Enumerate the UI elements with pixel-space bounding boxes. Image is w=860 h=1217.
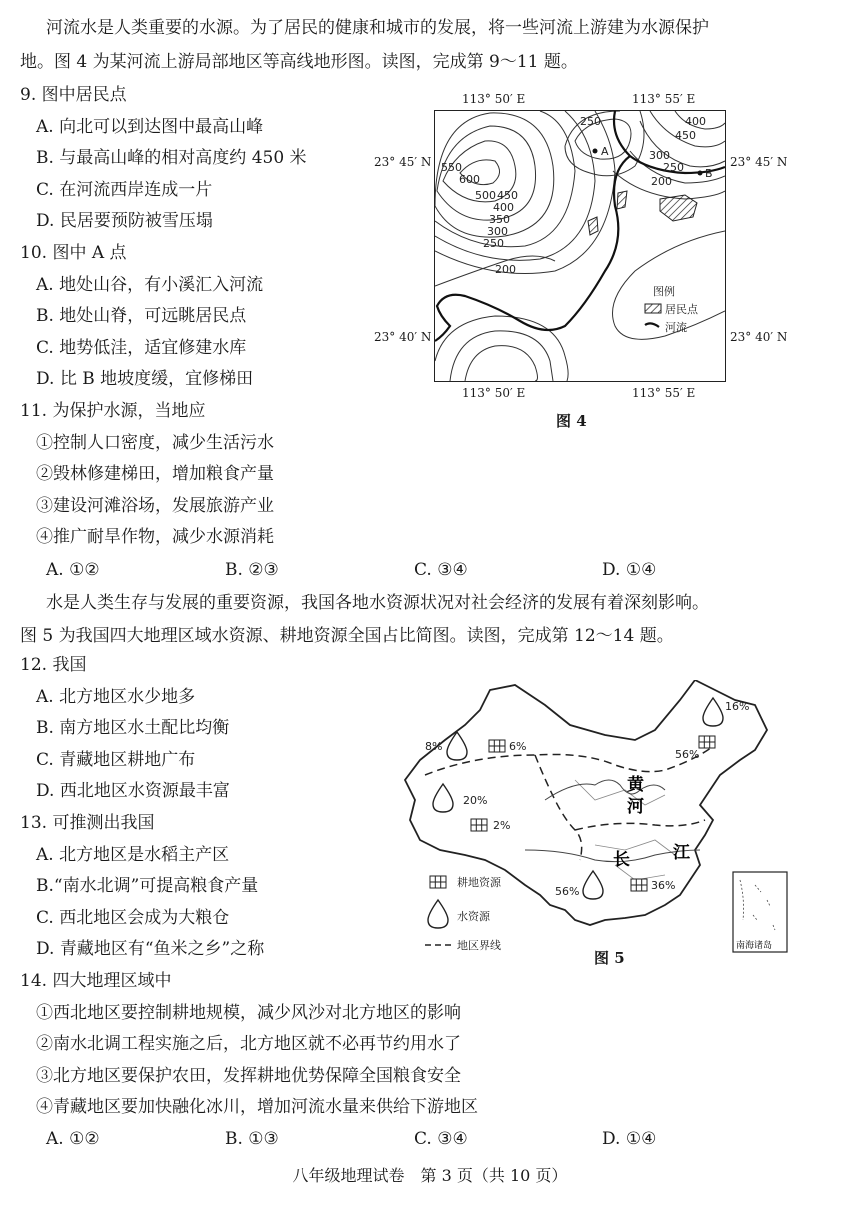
q10-stem: 10. 图中 A 点 — [20, 243, 127, 263]
contour-line — [435, 316, 568, 381]
q10-option-a: A. 地处山谷，有小溪汇入河流 — [36, 275, 264, 295]
point-a-marker — [593, 149, 598, 154]
q13-option-c: C. 西北地区会成为大粮仓 — [36, 908, 230, 928]
region-boundary — [425, 745, 715, 775]
q9-option-a: A. 向北可以到达图中最高山峰 — [36, 117, 264, 137]
contour-label: 300 — [487, 225, 508, 238]
q10-option-d: D. 比 B 地坡度缓，宜修梯田 — [36, 369, 254, 389]
settlement-patch — [588, 217, 598, 235]
legend-river-label: 河流 — [665, 321, 687, 334]
figure-4-contour-map — [434, 110, 726, 382]
river-label-jiang: 江 — [673, 843, 690, 863]
intro1-line1: 河流水是人类重要的水源。为了居民的健康和城市的发展，将一些河流上游建为水源保护 — [46, 18, 709, 38]
china-map-svg — [395, 680, 795, 960]
figure-5-caption: 图 5 — [594, 949, 625, 967]
contour-label: 500 — [475, 189, 496, 202]
q9-stem: 9. 图中居民点 — [20, 85, 127, 105]
northwest-water-pct: 8% — [425, 740, 443, 753]
figure-5-china-map — [395, 680, 795, 960]
q10-option-b: B. 地处山脊，可远眺居民点 — [36, 306, 247, 326]
q14-item-1: ①西北地区要控制耕地规模，减少风沙对北方地区的影响 — [36, 1003, 461, 1023]
page-footer: 八年级地理试卷 第 3 页（共 10 页） — [292, 1166, 568, 1185]
water-drop-icon — [433, 784, 453, 812]
q9-option-c: C. 在河流西岸连成一片 — [36, 180, 213, 200]
q12-option-b: B. 南方地区水土配比均衡 — [36, 718, 230, 738]
intro2-line1: 水是人类生存与发展的重要资源，我国各地水资源状况对社会经济的发展有着深刻影响。 — [46, 593, 709, 613]
contour-label: 250 — [483, 237, 504, 250]
q13-stem: 13. 可推测出我国 — [20, 813, 155, 833]
north-land-pct: 56% — [675, 748, 700, 761]
q11-stem: 11. 为保护水源，当地应 — [20, 401, 206, 421]
river-label-he: 河 — [627, 797, 644, 817]
q14-item-2: ②南水北调工程实施之后，北方地区就不必再节约用水了 — [36, 1034, 461, 1054]
contour-label: 300 — [649, 149, 670, 162]
q13-option-d: D. 青藏地区有“鱼米之乡”之称 — [36, 939, 265, 959]
farmland-grid-icon — [471, 819, 487, 831]
q14-stem: 14. 四大地理区域中 — [20, 971, 172, 991]
legend-water-label: 水资源 — [457, 910, 490, 923]
tibet-land-pct: 2% — [493, 819, 511, 832]
q14-choice-a: A. ①② — [46, 1129, 100, 1149]
contour-label: 400 — [493, 201, 514, 214]
contour-label: 400 — [685, 115, 706, 128]
farmland-grid-icon — [489, 740, 505, 752]
north-water-pct: 16% — [725, 700, 750, 713]
q11-choice-c: C. ③④ — [414, 560, 468, 580]
contour-label: 200 — [651, 175, 672, 188]
legend-title: 图例 — [653, 285, 675, 298]
fig4-lat-top-left: 23° 45′ N — [374, 155, 432, 169]
farmland-grid-icon — [699, 736, 715, 748]
water-drop-icon — [703, 698, 723, 726]
q14-item-4: ④青藏地区要加快融化冰川，增加河流水量来供给下游地区 — [36, 1097, 478, 1117]
q12-option-c: C. 青藏地区耕地广布 — [36, 750, 196, 770]
south-water-pct: 56% — [555, 885, 580, 898]
tibet-water-pct: 20% — [463, 794, 488, 807]
q11-choice-d: D. ①④ — [602, 560, 657, 580]
intro2-line2: 图 5 为我国四大地理区域水资源、耕地资源全国占比简图。读图，完成第 12～14 题。 — [20, 626, 674, 646]
fig4-lon-top-left: 113° 50′ E — [462, 92, 526, 106]
contour-label: 200 — [495, 263, 516, 276]
q14-item-3: ③北方地区要保护农田，发挥耕地优势保障全国粮食安全 — [36, 1066, 461, 1086]
contour-label: 350 — [489, 213, 510, 226]
legend-water-icon — [428, 900, 448, 928]
contour-map-svg — [435, 111, 725, 381]
legend-settlement-label: 居民点 — [665, 303, 698, 316]
legend-boundary-label: 地区界线 — [457, 939, 501, 952]
fig4-lon-top-right: 113° 55′ E — [632, 92, 696, 106]
intro1-line2: 地。图 4 为某河流上游局部地区等高线地形图。读图，完成第 9～11 题。 — [20, 52, 578, 72]
region-boundary — [575, 820, 705, 830]
legend-settlement-swatch — [645, 304, 661, 313]
q12-stem: 12. 我国 — [20, 655, 87, 675]
river-label-chang: 长 — [613, 850, 630, 870]
q11-choice-a: A. ①② — [46, 560, 100, 580]
point-a-label: A — [601, 145, 609, 158]
water-drop-icon — [583, 871, 603, 899]
q14-choice-c: C. ③④ — [414, 1129, 468, 1149]
settlement-patch — [660, 195, 697, 221]
q11-item-4: ④推广耐旱作物，减少水源消耗 — [36, 527, 274, 547]
region-boundary — [535, 755, 582, 860]
q13-option-a: A. 北方地区是水稻主产区 — [36, 845, 230, 865]
contour-label: 250 — [663, 161, 684, 174]
q11-item-3: ③建设河滩浴场，发展旅游产业 — [36, 496, 274, 516]
south-land-pct: 36% — [651, 879, 676, 892]
inset-label: 南海诸岛 — [736, 941, 773, 951]
q14-choice-d: D. ①④ — [602, 1129, 657, 1149]
figure-4-caption: 图 4 — [556, 412, 587, 430]
river-label-huang: 黄 — [627, 775, 644, 795]
fig4-lat-top-right: 23° 45′ N — [730, 155, 788, 169]
q11-choice-b: B. ②③ — [225, 560, 279, 580]
legend-river-swatch — [645, 323, 659, 327]
settlement-patch — [617, 191, 627, 209]
fig4-lon-bottom-right: 113° 55′ E — [632, 386, 696, 400]
northwest-land-pct: 6% — [509, 740, 527, 753]
fig4-lat-bottom-right: 23° 40′ N — [730, 330, 788, 344]
q14-choice-b: B. ①③ — [225, 1129, 279, 1149]
farmland-grid-icon — [631, 879, 647, 891]
contour-label: 600 — [459, 173, 480, 186]
q12-option-d: D. 西北地区水资源最丰富 — [36, 781, 230, 801]
q11-item-1: ①控制人口密度，减少生活污水 — [36, 433, 274, 453]
q11-item-2: ②毁林修建梯田，增加粮食产量 — [36, 464, 274, 484]
q9-option-b: B. 与最高山峰的相对高度约 450 米 — [36, 148, 307, 168]
q13-option-b: B.“南水北调”可提高粮食产量 — [36, 876, 259, 896]
q10-option-c: C. 地势低洼，适宜修建水库 — [36, 338, 247, 358]
legend-farmland-label: 耕地资源 — [457, 876, 501, 889]
contour-label: 550 — [441, 161, 462, 174]
q9-option-d: D. 民居要预防被雪压塌 — [36, 211, 213, 231]
contour-label: 250 — [580, 115, 601, 128]
point-b-label: B — [705, 167, 713, 180]
fig4-lon-bottom-left: 113° 50′ E — [462, 386, 526, 400]
contour-line — [465, 346, 538, 381]
q12-option-a: A. 北方地区水少地多 — [36, 687, 196, 707]
fig4-lat-bottom-left: 23° 40′ N — [374, 330, 432, 344]
contour-label: 450 — [497, 189, 518, 202]
legend-farmland-icon — [430, 876, 446, 888]
contour-label: 450 — [675, 129, 696, 142]
point-b-marker — [698, 171, 703, 176]
